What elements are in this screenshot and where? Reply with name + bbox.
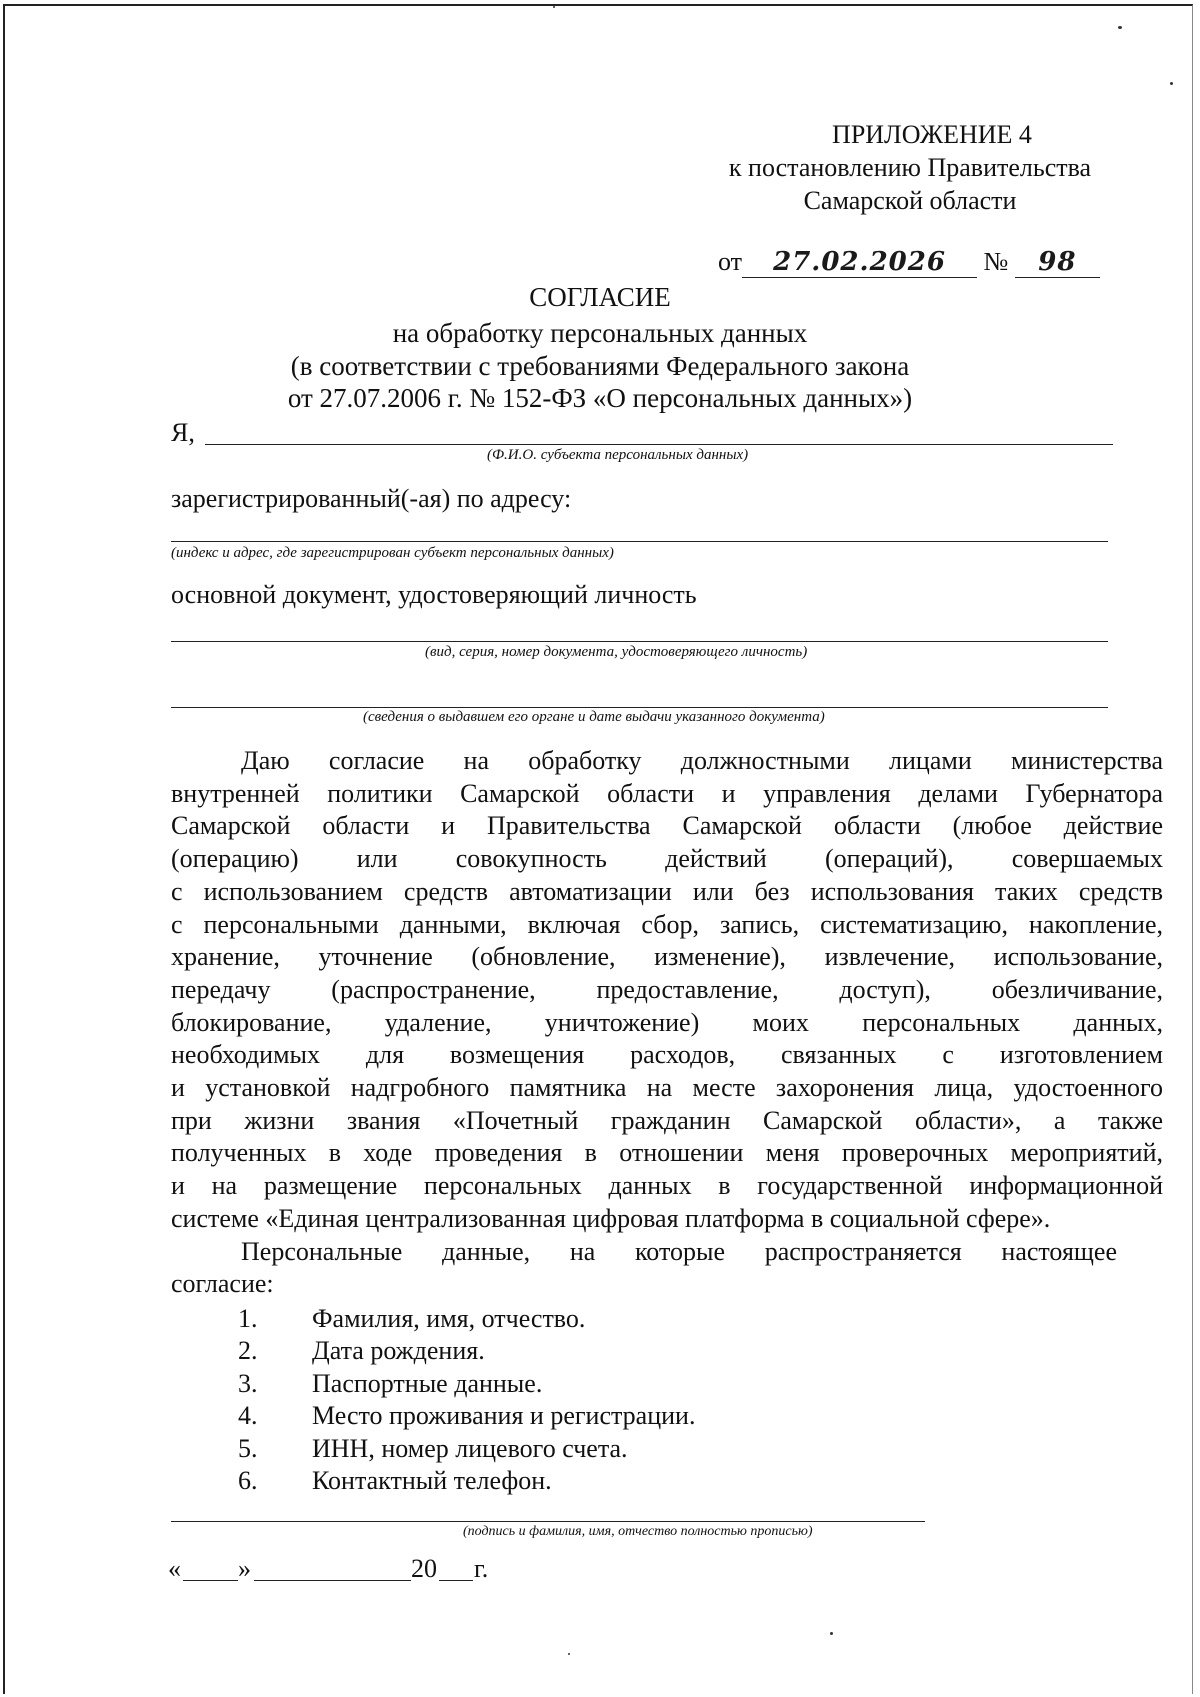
appendix-title: ПРИЛОЖЕНИЕ 4 <box>832 120 1032 149</box>
document-hint: (вид, серия, номер документа, удостоверяющего личность) <box>425 644 808 660</box>
sign-date-quote-close: » <box>238 1554 251 1583</box>
issuer-field-line[interactable] <box>171 707 1108 708</box>
list-item-number: 6. <box>238 1466 258 1496</box>
list-item <box>238 1368 695 1400</box>
sign-month-field[interactable] <box>254 1580 411 1581</box>
consent-line: с персональными данными, включая сбор, запись, систематизацию, накопление, <box>171 909 1163 939</box>
sign-year-suffix: г. <box>474 1554 489 1583</box>
consent-line: полученных в ходе проведения в отношении меня проверочных мероприятий, <box>171 1138 1163 1168</box>
scope-line-1: Персональные данные, на которые распространяется настоящее <box>241 1236 1117 1266</box>
appendix-line-2: Самарской области <box>803 186 1017 215</box>
consent-title: СОГЛАСИЕ <box>529 282 671 312</box>
handwritten-date: 27.02.2026 <box>742 247 977 278</box>
consent-subtitle-3: от 27.07.2006 г. № 152-ФЗ «О персональных данных») <box>287 383 913 413</box>
issuer-hint: (сведения о выдавшем его органе и дате выдачи указанного документа) <box>363 709 825 725</box>
personal-data-list <box>238 1303 695 1497</box>
appendix-block <box>700 118 1120 217</box>
consent-line: Даю согласие на обработку должностными лицами министерства <box>241 746 1163 775</box>
consent-line: необходимых для возмещения расходов, связанных с изготовлением <box>171 1040 1163 1070</box>
consent-paragraph <box>171 745 1163 1301</box>
list-item <box>238 1303 695 1335</box>
consent-line: внутренней политики Самарской области и управления делами Губернатора <box>171 778 1163 808</box>
signature-hint: (подпись и фамилия, имя, отчество полностью прописью) <box>463 1524 813 1539</box>
scan-speck <box>568 1653 570 1655</box>
consent-subtitle-2: (в соответствии с требованиями Федерального закона <box>290 351 910 381</box>
consent-line: хранение, уточнение (обновление, изменение), извлечение, использование, <box>171 942 1163 972</box>
scan-speck <box>1118 26 1122 29</box>
list-item-number: 5. <box>238 1433 258 1463</box>
handwritten-number: 98 <box>1015 247 1100 278</box>
consent-line: передачу (распространение, предоставление, доступ), обезличивание, <box>171 974 1163 1004</box>
list-item-text: ИНН, номер лицевого счета. <box>312 1433 628 1463</box>
list-item-number: 1. <box>238 1304 258 1333</box>
list-item-number: 2. <box>238 1336 258 1366</box>
list-item-text: Фамилия, имя, отчество. <box>312 1304 586 1333</box>
consent-line: и на размещение персональных данных в государственной информационной <box>171 1171 1163 1201</box>
scan-speck <box>1170 82 1173 85</box>
address-hint: (индекс и адрес, где зарегистрирован субъект персональных данных) <box>171 545 614 561</box>
list-item-number: 3. <box>238 1368 258 1398</box>
list-item <box>238 1335 695 1367</box>
fio-hint: (Ф.И.О. субъекта персональных данных) <box>487 447 749 463</box>
scope-line-2: согласие: <box>171 1269 274 1299</box>
sign-year-field[interactable] <box>439 1580 473 1581</box>
list-item-text: Контактный телефон. <box>312 1466 552 1496</box>
appendix-line-1: к постановлению Правительства <box>728 153 1092 182</box>
list-item <box>238 1465 695 1497</box>
consent-line: Самарской области и Правительства Самарской области (любое действие <box>171 811 1163 841</box>
consent-line: (операцию) или совокупность действий (операций), совершаемых <box>171 844 1163 874</box>
document-field-line[interactable] <box>171 641 1108 642</box>
list-item-text: Место проживания и регистрации. <box>312 1401 696 1431</box>
list-item <box>238 1433 695 1465</box>
consent-line: и установкой надгробного памятника на месте захоронения лица, удостоенного <box>171 1073 1163 1103</box>
sign-date-quote-open: « <box>168 1554 181 1583</box>
consent-line: с использованием средств автоматизации или без использования таких средств <box>171 876 1163 906</box>
number-prefix: № <box>983 247 1009 276</box>
sign-year-prefix: 20 <box>411 1554 437 1583</box>
consent-subtitle-1: на обработку персональных данных <box>392 318 808 348</box>
consent-line: системе «Единая централизованная цифровая платформа в социальной сфере». <box>171 1203 1051 1233</box>
consent-line: блокирование, удаление, уничтожение) моих персональных данных, <box>171 1007 1163 1037</box>
scan-speck <box>553 6 555 8</box>
fio-field-line[interactable] <box>205 444 1113 445</box>
i-label: Я, <box>171 418 195 447</box>
consent-line: при жизни звания «Почетный гражданин Самарской области», а также <box>171 1105 1163 1135</box>
list-item-text: Паспортные данные. <box>312 1368 543 1398</box>
list-item-text: Дата рождения. <box>312 1336 485 1366</box>
date-prefix: от <box>718 247 743 276</box>
sign-day-field[interactable] <box>183 1580 238 1581</box>
address-label: зарегистрированный(-ая) по адресу: <box>171 484 572 513</box>
address-field-line[interactable] <box>171 541 1108 542</box>
signature-field-line[interactable] <box>171 1521 925 1522</box>
decree-date-line <box>718 247 1100 278</box>
document-label: основной документ, удостоверяющий личность <box>171 580 697 609</box>
list-item-number: 4. <box>238 1401 258 1431</box>
list-item <box>238 1400 695 1432</box>
scan-speck <box>830 1632 833 1635</box>
